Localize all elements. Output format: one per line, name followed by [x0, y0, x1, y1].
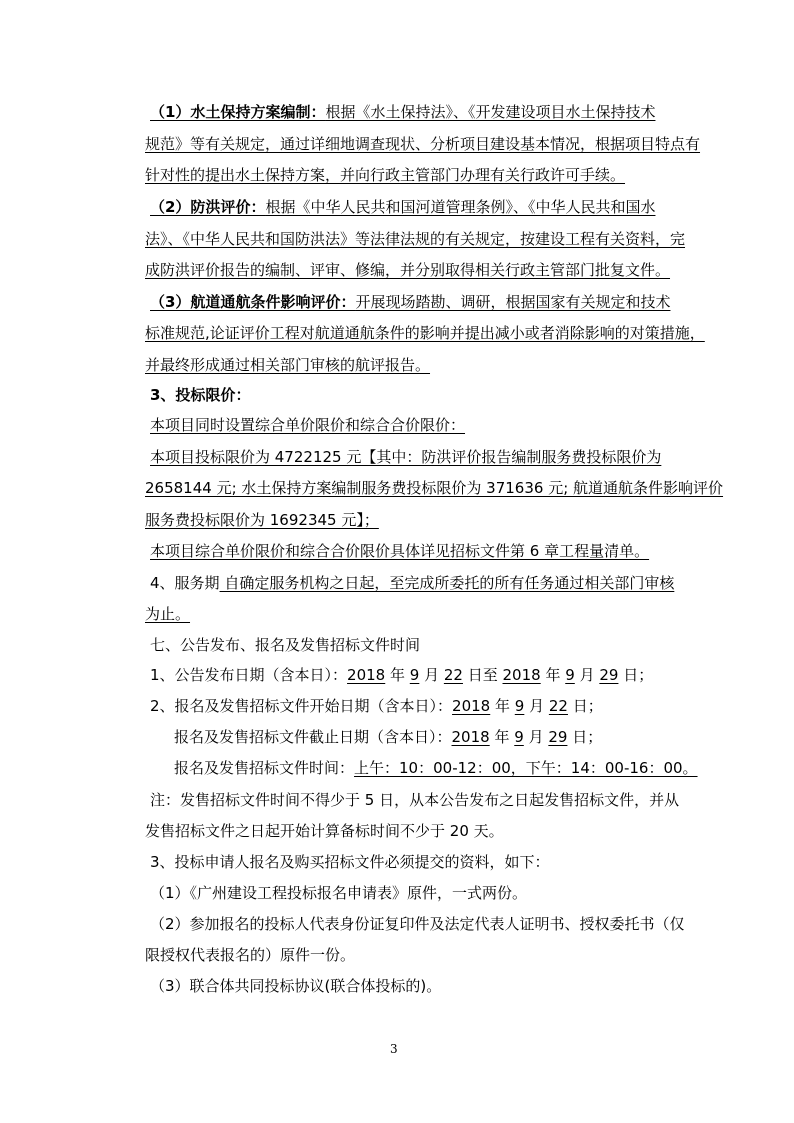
s3-line-3: 并最终形成通过相关部门审核的航评报告。: [145, 356, 431, 374]
docs-item-2-line-1: （2）参加报名的投标人代表身份证复印件及法定代表人证明书、授权委托书（仅: [150, 915, 685, 933]
sale-start-text-end: 日；: [567, 697, 603, 715]
notice-note-line-1: 注：发售招标文件时间不得少于 5 日，从本公告发布之日起发售招标文件，并从: [150, 791, 680, 809]
notice-item-3: [174, 727, 602, 747]
s1-line-3: 针对性的提出水土保持方案，并向行政主管部门办理有关行政许可手续。: [145, 166, 626, 184]
publish-start-day: 22: [443, 666, 463, 684]
sale-start-day: 22: [548, 697, 568, 715]
notice-item-4-label: 报名及发售招标文件时间：: [174, 759, 355, 777]
notice-item-2-label: 2、报名及发售招标文件开始日期（含本日）：: [150, 697, 453, 715]
publish-text-to: 日至: [462, 666, 503, 684]
publish-end-day: 29: [599, 666, 619, 684]
notice-item-3-label: 报名及发售招标文件截止日期（含本日）：: [174, 728, 452, 746]
s3-line-1: [150, 292, 670, 312]
price-para-2-line-3: 服务费投标限价为 1692345 元】；: [145, 511, 379, 529]
sale-end-year: 2018: [451, 728, 490, 746]
docs-heading: 3、投标申请人报名及购买招标文件必须提交的资料，如下：: [150, 853, 550, 871]
docs-item-2-line-2: 限授权代表报名的）原件一份。: [145, 946, 356, 964]
notice-item-4: [174, 758, 698, 778]
service-line-2: 为止。: [145, 605, 191, 623]
sale-end-text-year: 年: [489, 728, 515, 746]
price-para-3: 本项目综合单价限价和综合合价限价具体详见招标文件第 6 章工程量清单。: [150, 542, 650, 560]
notice-item-1: [150, 665, 653, 685]
s2-heading: （2）防洪评价：: [150, 198, 266, 216]
sale-end-text-end: 日；: [567, 728, 603, 746]
price-heading: 3、投标限价：: [150, 386, 251, 404]
price-para-2-line-2: 2658144 元; 水土保持方案编制服务费投标限价为 371636 元; 航道通航条件影响评价: [145, 479, 724, 497]
s3-text: 开展现场踏勘、调研，根据国家有关规定和技术: [355, 293, 671, 311]
sale-start-year: 2018: [452, 697, 491, 715]
sale-end-text-month: 月: [523, 728, 549, 746]
docs-item-3: （3）联合体共同投标协议(联合体投标的)。: [150, 977, 442, 995]
publish-text-month: 月: [419, 666, 444, 684]
notice-item-2: [150, 696, 603, 716]
publish-start-year: 2018: [347, 666, 386, 684]
publish-text-month-2: 月: [574, 666, 600, 684]
sale-start-text-year: 年: [490, 697, 515, 715]
publish-text-year: 年: [385, 666, 410, 684]
publish-end-year: 2018: [502, 666, 541, 684]
publish-text-year-2: 年: [540, 666, 566, 684]
s3-heading: （3）航道通航条件影响评价：: [150, 293, 356, 311]
s1-line-1: [150, 102, 655, 122]
sale-start-month: 9: [514, 697, 525, 715]
s2-line-2: 法》、《中华人民共和国防洪法》等法律法规的有关规定，按建设工程有关资料，完: [145, 230, 686, 248]
service-line-1: [150, 573, 674, 593]
publish-text-end: 日；: [618, 666, 654, 684]
s2-line-1: [150, 197, 655, 217]
price-para-2-line-1: 本项目投标限价为 4722125 元【其中：防洪评价报告编制服务费投标限价为: [150, 448, 662, 466]
service-text: 自确定服务机构之日起，至完成所委托的所有任务通过相关部门审核: [219, 574, 675, 592]
s2-line-3: 成防洪评价报告的编制、评审、修编，并分别取得相关行政主管部门批复文件。: [145, 261, 671, 279]
sale-end-day: 29: [548, 728, 568, 746]
sale-start-text-month: 月: [524, 697, 549, 715]
s1-text: 根据《水土保持法》、《开发建设项目水土保持技术: [325, 103, 656, 121]
publish-start-month: 9: [409, 666, 420, 684]
s1-line-2: 规范》等有关规定，通过详细地调查现状、分析项目建设基本情况，根据项目特点有: [145, 135, 701, 153]
page-number: 3: [390, 1042, 398, 1056]
s2-text: 根据《中华人民共和国河道管理条例》、《中华人民共和国水: [265, 198, 656, 216]
notice-heading: 七、公告发布、报名及发售招标文件时间: [150, 636, 421, 654]
sale-end-month: 9: [514, 728, 524, 746]
service-label: 4、服务期: [150, 574, 220, 592]
s3-line-2: 标准规范,论证评价工程对航道通航条件的影响并提出减小或者消除影响的对策措施，: [145, 324, 705, 342]
s1-heading: （1）水土保持方案编制：: [150, 103, 326, 121]
docs-item-1: （1）《广州建设工程投标报名申请表》原件，一式两份。: [150, 884, 528, 902]
notice-note-line-2: 发售招标文件之日起开始计算备标时间不少于 20 天。: [145, 822, 504, 840]
price-para-1: 本项目同时设置综合单价限价和综合合价限价：: [150, 416, 466, 434]
notice-item-1-label: 1、公告发布日期（含本日）：: [150, 666, 348, 684]
sale-hours: 上午：10：00-12：00，下午：14：00-16：00。: [354, 759, 698, 777]
publish-end-month: 9: [565, 666, 575, 684]
